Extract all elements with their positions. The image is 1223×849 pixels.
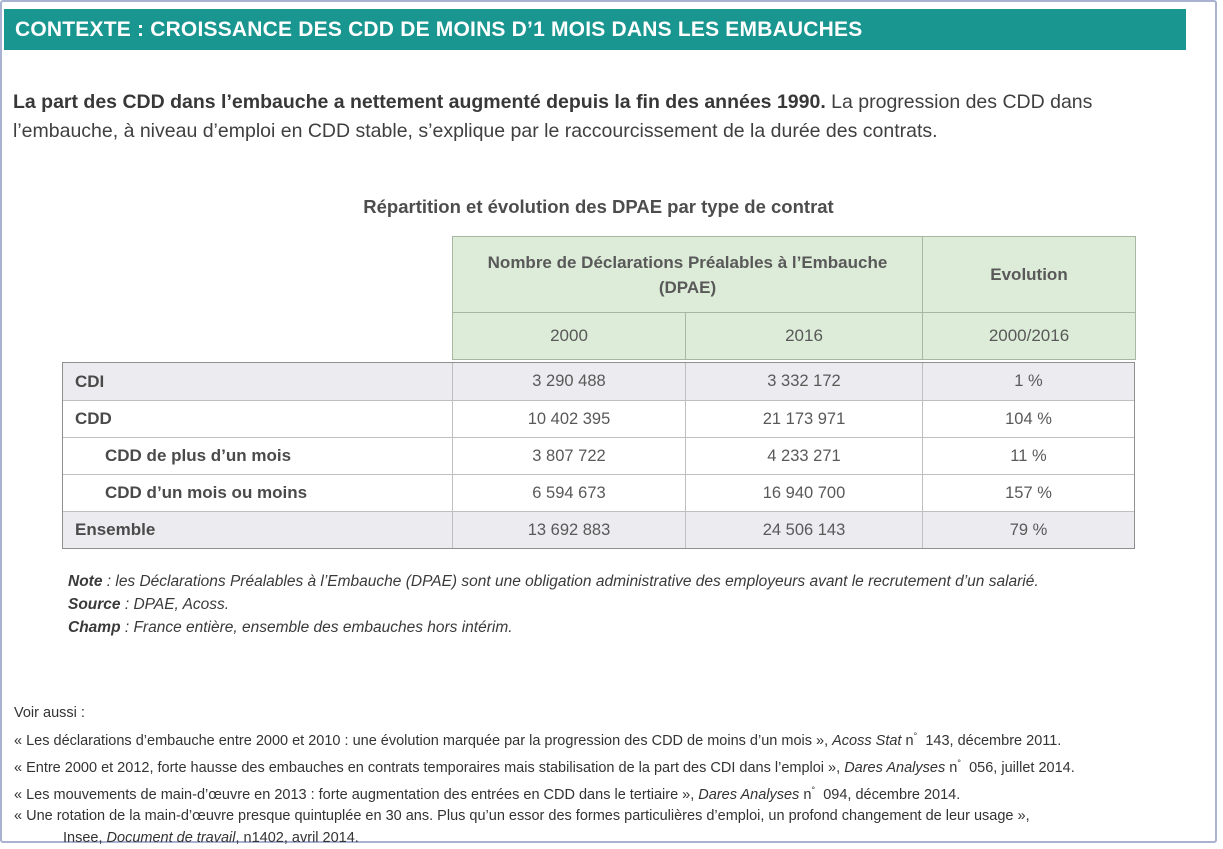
reference-item (14, 828, 1075, 849)
reference-text: ° (811, 784, 815, 795)
value-evolution: 157 % (922, 474, 1134, 511)
table-notes (68, 570, 1039, 639)
value-evolution: 11 % (922, 437, 1134, 474)
header-col-2000: 2000 (453, 312, 685, 359)
references-list (14, 725, 1075, 849)
reference-text: « Entre 2000 et 2012, forte hausse des embauches en contrats temporaires mais stabilisation de la part des CDI dans l’emploi », (14, 760, 844, 776)
value-2016: 3 332 172 (685, 363, 922, 400)
value-2000: 3 290 488 (452, 363, 685, 400)
references-heading: Voir aussi : (14, 703, 1075, 725)
reference-text: Insee, (63, 830, 107, 846)
value-2000: 6 594 673 (452, 474, 685, 511)
reference-publication-name: Dares Analyses (698, 787, 799, 803)
reference-item (14, 725, 1075, 752)
intro-paragraph (13, 88, 1173, 146)
reference-text: ° (957, 757, 961, 768)
value-evolution: 1 % (922, 363, 1134, 400)
reference-text: n (901, 732, 913, 748)
table-body (62, 362, 1135, 549)
row-label: Ensemble (63, 511, 452, 548)
value-evolution: 104 % (922, 400, 1134, 437)
row-label: CDD d’un mois ou moins (63, 474, 452, 511)
row-label: CDD (63, 400, 452, 437)
row-label: CDI (63, 363, 452, 400)
note-label: Champ (68, 619, 121, 636)
value-2000: 3 807 722 (452, 437, 685, 474)
note-text: : les Déclarations Préalables à l’Embauche (DPAE) sont une obligation administrative des employeurs avant le recrutement d’un salarié. (102, 573, 1038, 590)
note-text: : France entière, ensemble des embauches hors intérim. (121, 619, 513, 636)
header-group-line2: (DPAE) (659, 275, 716, 300)
reference-publication-name: Document de travail (107, 830, 236, 846)
reference-publication-name: Dares Analyses (844, 760, 945, 776)
section-title: CONTEXTE : CROISSANCE DES CDD DE MOINS D’1 MOIS DANS LES EMBAUCHES (15, 18, 862, 42)
note-text: : DPAE, Acoss. (121, 596, 230, 613)
note-line (68, 593, 1039, 616)
reference-text: 056, juillet 2014. (961, 760, 1075, 776)
value-2016: 24 506 143 (685, 511, 922, 548)
intro-bold-sentence: La part des CDD dans l’embauche a nettement augmenté depuis la fin des années 1990. (13, 91, 826, 113)
reference-text: ° (914, 730, 918, 741)
reference-text: , n1402, avril 2014. (235, 830, 358, 846)
section-header-bar (4, 9, 1186, 50)
table-header (452, 236, 1136, 360)
value-2016: 21 173 971 (685, 400, 922, 437)
value-2016: 16 940 700 (685, 474, 922, 511)
reference-text: « Une rotation de la main-d’œuvre presque quintuplée en 30 ans. Plus qu’un essor des formes particulières d’emploi, un profond changement de leur usage », (14, 808, 1030, 824)
value-evolution: 79 % (922, 511, 1134, 548)
reference-text: n (799, 787, 811, 803)
header-evolution-cell: Evolution (922, 237, 1135, 312)
note-line (68, 616, 1039, 639)
reference-text: 094, décembre 2014. (815, 787, 960, 803)
header-group-line1: Nombre de Déclarations Préalables à l’Embauche (488, 250, 888, 275)
reference-item (14, 806, 1075, 828)
table-title: Répartition et évolution des DPAE par type de contrat (62, 196, 1135, 218)
value-2000: 10 402 395 (452, 400, 685, 437)
note-line (68, 570, 1039, 593)
intro-regular-sentence: La progression des CDD dans l’embauche, à niveau d’emploi en CDD stable, s’explique par le raccourcissement de la durée des contrats. (13, 91, 1092, 142)
value-2000: 13 692 883 (452, 511, 685, 548)
row-label: CDD de plus d’un mois (63, 437, 452, 474)
reference-publication-name: Acoss Stat (832, 732, 901, 748)
reference-item (14, 779, 1075, 806)
reference-text: « Les déclarations d’embauche entre 2000 et 2010 : une évolution marquée par la progression des CDD de moins d’un mois », (14, 732, 832, 748)
references-section (14, 703, 1075, 849)
value-2016: 4 233 271 (685, 437, 922, 474)
reference-text: n (945, 760, 957, 776)
header-group-cell (453, 237, 922, 312)
note-label: Source (68, 596, 121, 613)
note-label: Note (68, 573, 102, 590)
reference-item (14, 752, 1075, 779)
header-col-2016: 2016 (685, 312, 922, 359)
reference-text: « Les mouvements de main-d’œuvre en 2013 : forte augmentation des entrées en CDD dans le tertiaire », (14, 787, 698, 803)
reference-text: 143, décembre 2011. (917, 732, 1061, 748)
header-col-evolution-period: 2000/2016 (922, 312, 1135, 359)
